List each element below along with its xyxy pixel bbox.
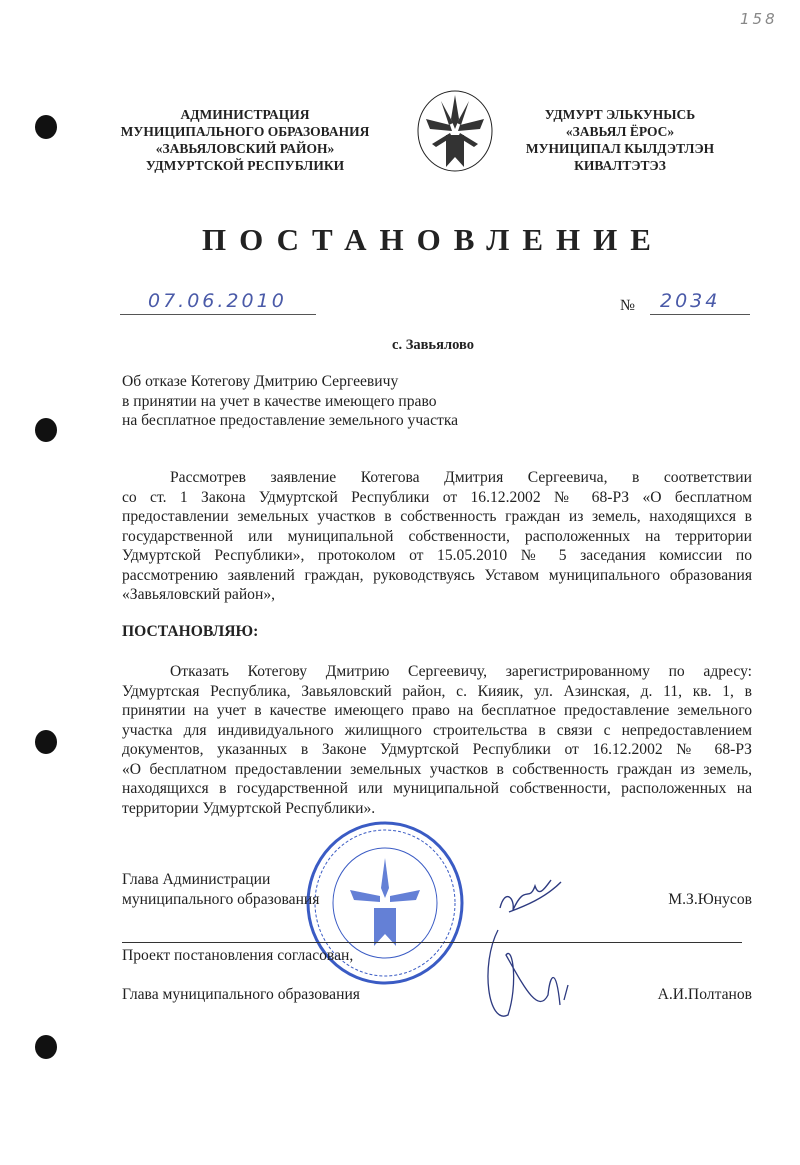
text-line: со ст. 1 Закона Удмуртской Республики от 16.12.2002 № 68-РЗ «О бесплатном: [122, 488, 752, 506]
page-number-mark: 158: [740, 10, 778, 28]
approval-note: Проект постановления согласован,: [122, 947, 354, 964]
number-underline: [650, 314, 750, 315]
punch-hole: [35, 730, 57, 754]
signer-2-title: Глава муниципального образования: [122, 986, 360, 1003]
text-line: находящихся в государственной или муниципальной собственности, расположенных на: [122, 780, 752, 797]
date-underline: [120, 314, 316, 315]
signer-1-name: М.З.Юнусов: [668, 891, 752, 908]
date-handwritten: 07.06.2010: [148, 290, 287, 312]
header-line: «ЗАВЬЯЛ ЁРОС»: [565, 124, 675, 139]
subject-line: Об отказе Котегову Дмитрию Сергеевичу: [122, 373, 399, 390]
signer-1-title: [122, 870, 319, 909]
subject: [122, 372, 458, 431]
resolve-heading: ПОСТАНОВЛЯЮ:: [122, 623, 259, 640]
signer-title-line: муниципального образования: [122, 890, 320, 908]
header-left: [110, 106, 380, 174]
text-line: территории Удмуртской Республики».: [122, 799, 376, 817]
text-line: участка для индивидуального жилищного строительства в связи с непредоставлением: [122, 721, 752, 739]
header-line: МУНИЦИПАЛЬНОГО ОБРАЗОВАНИЯ: [120, 124, 370, 139]
header-line: УДМУРТ ЭЛЬКУНЫСЬ: [544, 107, 696, 122]
decision-paragraph: [122, 662, 752, 818]
text-line: «О бесплатном предоставлении земельных участков в собственность граждан из земель,: [122, 760, 752, 778]
punch-hole: [35, 1035, 57, 1059]
text-line: предоставлении земельных участков в собственность граждан из земель, находящихся в: [122, 508, 752, 525]
header-line: МУНИЦИПАЛ КЫЛДЭТЛЭН: [525, 141, 715, 156]
text-line: «Завьяловский район»,: [122, 586, 276, 603]
signature-2-icon: [478, 925, 588, 1045]
document-title: ПОСТАНОВЛЕНИЕ: [202, 222, 664, 257]
text-line: рассмотрению заявлений граждан, руководствуясь Уставом муниципального образования: [122, 566, 752, 584]
text-line: Рассмотрев заявление Котегова Дмитрия Сергеевича, в соответствии: [170, 469, 752, 486]
header-line: КИВАЛТЭТЭЗ: [574, 158, 666, 173]
header-right: [520, 106, 720, 174]
signer-title-line: Глава Администрации: [122, 871, 271, 888]
separator-line: [122, 942, 742, 943]
header-line: «ЗАВЬЯЛОВСКИЙ РАЙОН»: [155, 141, 335, 156]
subject-line: в принятии на учет в качестве имеющего право: [122, 392, 437, 410]
text-line: Отказать Котегову Дмитрию Сергеевичу, зарегистрированному по адресу:: [170, 663, 752, 680]
subject-line: на бесплатное предоставление земельного участка: [122, 412, 459, 429]
text-line: документов, указанных в Законе Удмуртской Республики от 16.12.2002 № 68-РЗ: [122, 741, 752, 758]
number-handwritten: 2034: [660, 290, 721, 312]
emblem-icon: [416, 89, 494, 173]
punch-hole: [35, 418, 57, 442]
header-line: АДМИНИСТРАЦИЯ: [180, 107, 310, 122]
text-line: Удмуртская Республика, Завьяловский район, с. Кияик, ул. Азинская, д. 11, кв. 1, в: [122, 682, 752, 700]
punch-hole: [35, 115, 57, 139]
text-line: государственной или муниципальной собственности, расположенных на территории: [122, 527, 752, 545]
text-line: Удмуртской Республики», протоколом от 15.05.2010 № 5 заседания комиссии по: [122, 547, 752, 564]
signer-2-name: А.И.Полтанов: [657, 986, 752, 1003]
place: с. Завьялово: [392, 337, 474, 353]
signature-1-icon: [495, 868, 565, 918]
number-label: №: [620, 297, 635, 314]
header-line: УДМУРТСКОЙ РЕСПУБЛИКИ: [145, 158, 345, 173]
preamble-paragraph: [122, 468, 752, 605]
text-line: принятии на учет в качестве имеющего право на бесплатное предоставление земельного: [122, 702, 752, 719]
